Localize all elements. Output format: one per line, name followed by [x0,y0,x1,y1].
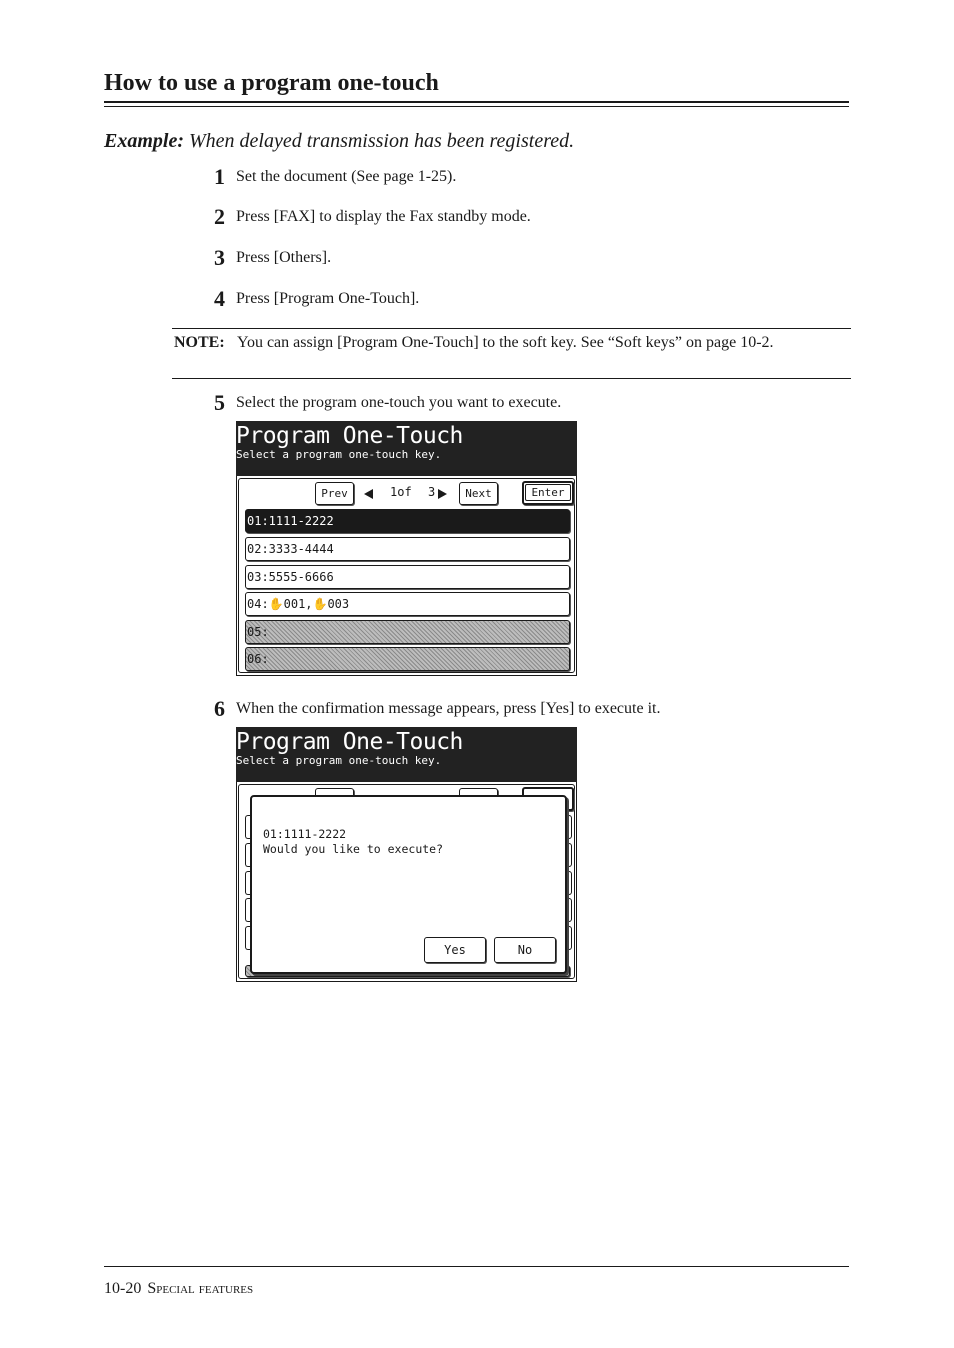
title-rule-thin [104,106,849,107]
screen-frame [238,784,575,979]
step-number: 4 [214,286,225,311]
step-text: Press [FAX] to display the Fax standby mode. [236,208,531,225]
screen-title: Program One-Touch [236,423,463,449]
screen-subtitle: Select a program one-touch key. [236,754,442,767]
program-key-03[interactable]: 03:5555-6666 [245,565,570,589]
confirm-dialog [250,795,567,974]
row-edge [568,926,572,950]
page-footer [104,1280,253,1298]
page-number: 10-20 [104,1280,142,1297]
dialog-program-number: 01:1111-2222 [263,827,347,841]
chapter-name: Special features [147,1280,254,1297]
title-rule [104,101,849,103]
no-button[interactable]: No [494,937,556,963]
program-one-touch-screen [236,421,577,677]
program-key-02[interactable]: 02:3333-4444 [245,537,570,561]
step-text: When the confirmation message appears, press [Yes] to execute it. [236,700,661,717]
step-text: Press [Program One-Touch]. [236,290,420,307]
example-label: Example: [104,130,184,152]
screen-body [236,782,577,982]
step-number: 2 [214,204,225,229]
step-number: 5 [214,390,225,415]
step-number: 6 [214,696,225,721]
arrow-right-icon [438,489,447,499]
page-current: 1of [390,485,412,499]
program-key-05[interactable]: 05: [245,620,570,644]
step-text: Press [Others]. [236,249,332,266]
note-label: NOTE: [174,334,225,351]
step-text: Set the document (See page 1-25). [236,168,457,185]
dialog-message: Would you like to execute? [263,842,444,856]
enter-button[interactable] [522,481,574,505]
note-text: You can assign [Program One-Touch] to the soft key. See “Soft keys” on page 10-2. [237,334,774,351]
footer-rule [104,1266,849,1267]
screen-header [236,421,577,476]
confirmation-screen [236,727,577,983]
prev-button[interactable]: Prev [315,482,354,505]
program-key-01[interactable]: 01:1111-2222 [245,509,570,533]
example-text: When delayed transmission has been registered. [189,130,575,152]
step-text: Select the program one-touch you want to execute. [236,394,562,411]
arrow-left-icon [364,489,373,499]
yes-button[interactable]: Yes [424,937,486,963]
next-button[interactable]: Next [459,482,498,505]
enter-label: Enter [525,484,571,501]
row-edge [568,815,572,839]
row-edge [568,898,572,922]
step-number: 1 [214,164,225,189]
page-total: 3 [428,485,436,499]
screen-frame [238,478,575,673]
note-box [172,328,851,379]
step-number: 3 [214,245,225,270]
screen-subtitle: Select a program one-touch key. [236,448,442,461]
example-line [104,130,574,153]
program-key-06[interactable]: 06: [245,647,570,671]
screen-header [236,727,577,782]
row-edge [568,871,572,895]
screen-title: Program One-Touch [236,729,463,755]
program-key-04[interactable]: 04:✋001,✋003 [245,592,570,616]
screen-body [236,476,577,676]
row-edge [568,843,572,867]
section-title: How to use a program one-touch [104,70,439,96]
